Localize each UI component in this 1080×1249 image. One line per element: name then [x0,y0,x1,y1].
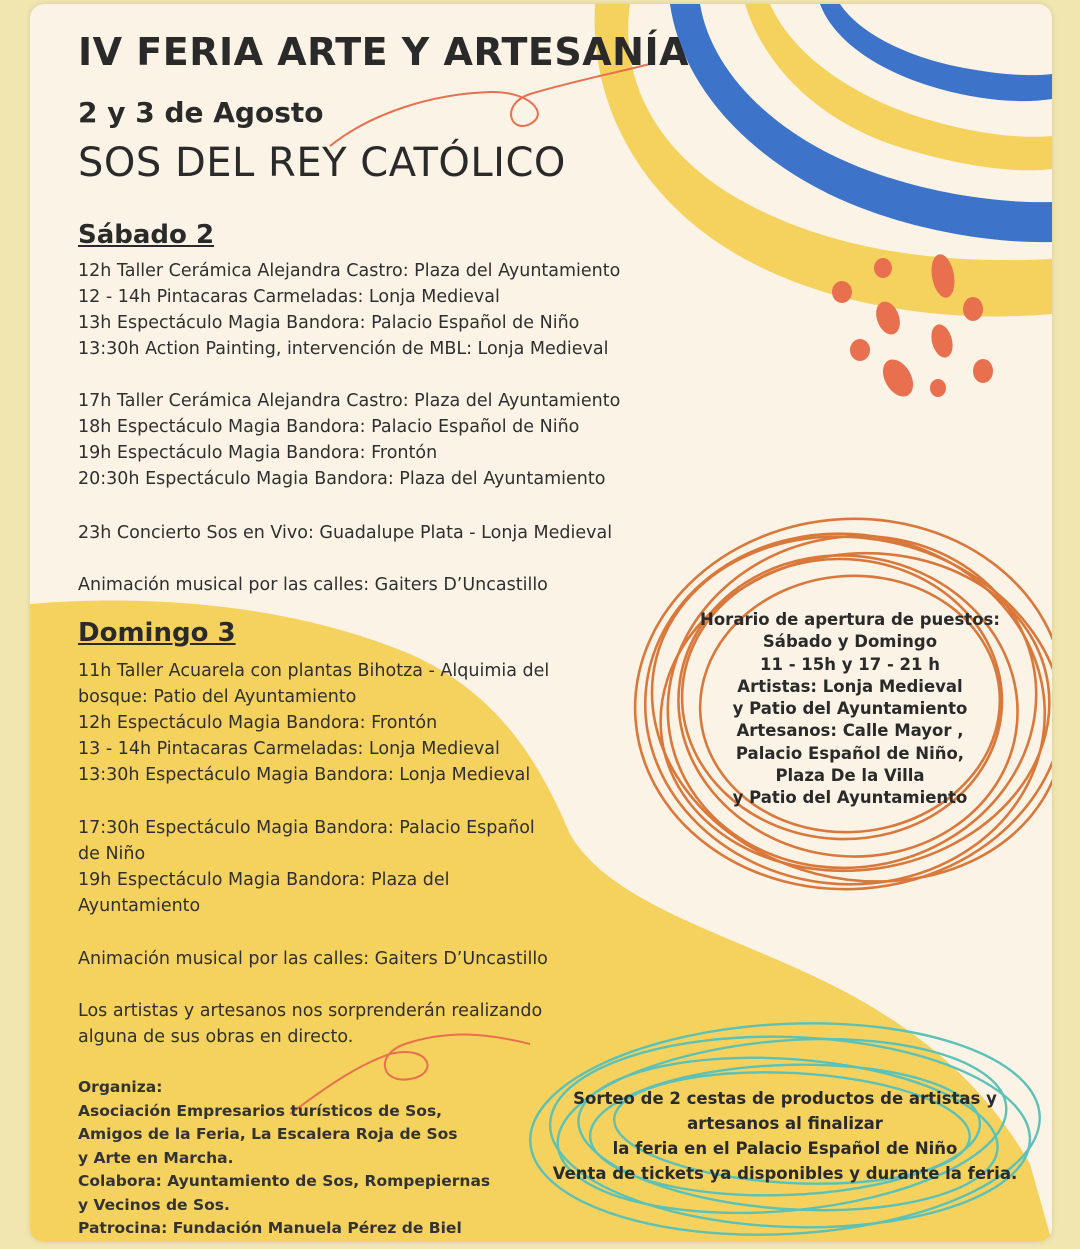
poster [30,4,1052,1242]
list-item: 13h Espectáculo Magia Bandora: Palacio Español de Niño [78,313,580,333]
credits-line: Asociación Empresarios turísticos de Sos, [78,1101,443,1120]
saturday-afternoon-list [78,388,620,492]
list-item: 13 - 14h Pintacaras Carmeladas: Lonja Medieval [78,739,500,759]
saturday-concert: 23h Concierto Sos en Vivo: Guadalupe Plata - Lonja Medieval [78,523,613,543]
sunday-afternoon-list [78,815,535,919]
saturday-music: Animación musical por las calles: Gaiters D’Uncastillo [78,575,548,595]
hours-line: Sábado y Domingo [762,632,938,652]
credits-line: Organiza: [78,1078,163,1096]
saturday-morning-list [78,258,620,362]
credits-line: y Vecinos de Sos. [78,1195,230,1214]
raffle-box [550,1086,1020,1186]
event-town: SOS DEL REY CATÓLICO [78,140,566,186]
list-item: 20:30h Espectáculo Magia Bandora: Plaza del Ayuntamiento [78,469,606,489]
raffle-line: Venta de tickets ya disponibles y durante la feria. [552,1164,1018,1183]
hours-line: y Patio del Ayuntamiento [732,699,968,719]
hours-line: 11 - 15h y 17 - 21 h [759,654,940,674]
hours-line: Palacio Español de Niño, [735,743,965,763]
hours-line: Artistas: Lonja Medieval [737,676,963,696]
list-item: 12h Espectáculo Magia Bandora: Frontón [78,713,438,733]
list-item: bosque: Patio del Ayuntamiento [78,687,357,707]
credits-line: y Arte en Marcha. [78,1148,234,1167]
credits-line: Amigos de la Feria, La Escalera Roja de Sos [78,1125,458,1143]
list-item: Ayuntamiento [78,896,201,916]
note-line: Los artistas y artesanos nos sorprenderán realizando [78,1001,543,1021]
list-item: 17h Taller Cerámica Alejandra Castro: Plaza del Ayuntamiento [78,391,621,411]
list-item: 18h Espectáculo Magia Bandora: Palacio Español de Niño [78,417,580,437]
list-item: de Niño [78,844,146,864]
list-item: 12h Taller Cerámica Alejandra Castro: Plaza del Ayuntamiento [78,261,621,281]
raffle-line: artesanos al finalizar [687,1114,883,1133]
list-item: 11h Taller Acuarela con plantas Bihotza - Alquimia del [78,661,550,681]
artists-note [78,998,542,1050]
hours-line: y Patio del Ayuntamiento [732,788,968,808]
list-item: 19h Espectáculo Magia Bandora: Frontón [78,443,438,463]
list-item: 13:30h Action Painting, intervención de MBL: Lonja Medieval [78,339,609,359]
saturday-heading: Sábado 2 [78,220,215,250]
opening-hours-box [700,609,1000,810]
list-item: 13:30h Espectáculo Magia Bandora: Lonja Medieval [78,765,531,785]
event-dates: 2 y 3 de Agosto [78,96,324,129]
raffle-line: la feria en el Palacio Español de Niño [612,1139,958,1158]
list-item: 19h Espectáculo Magia Bandora: Plaza del [78,870,450,890]
sunday-morning-list [78,658,549,788]
hours-line: Horario de apertura de puestos: [700,610,1000,629]
credits [78,1076,490,1241]
raffle-line: Sorteo de 2 cestas de productos de artistas y [573,1089,997,1108]
list-item: 17:30h Espectáculo Magia Bandora: Palacio Español [78,818,535,838]
credits-line: Patrocina: Fundación Manuela Pérez de Biel [78,1219,462,1237]
hours-line: Artesanos: Calle Mayor , [736,721,964,741]
blue-arc-inner [820,4,1052,101]
credits-line: Colabora: Ayuntamiento de Sos, Rompepiernas [78,1172,491,1190]
sunday-music: Animación musical por las calles: Gaiters D’Uncastillo [78,949,548,969]
hours-line: Plaza De la Villa [775,766,925,786]
orange-squiggle-top [330,64,650,146]
sunday-heading: Domingo 3 [78,618,236,648]
note-line: alguna de sus obras en directo. [78,1027,354,1047]
list-item: 12 - 14h Pintacaras Carmeladas: Lonja Medieval [78,287,500,307]
event-title: IV FERIA ARTE Y ARTESANÍA [78,30,690,74]
